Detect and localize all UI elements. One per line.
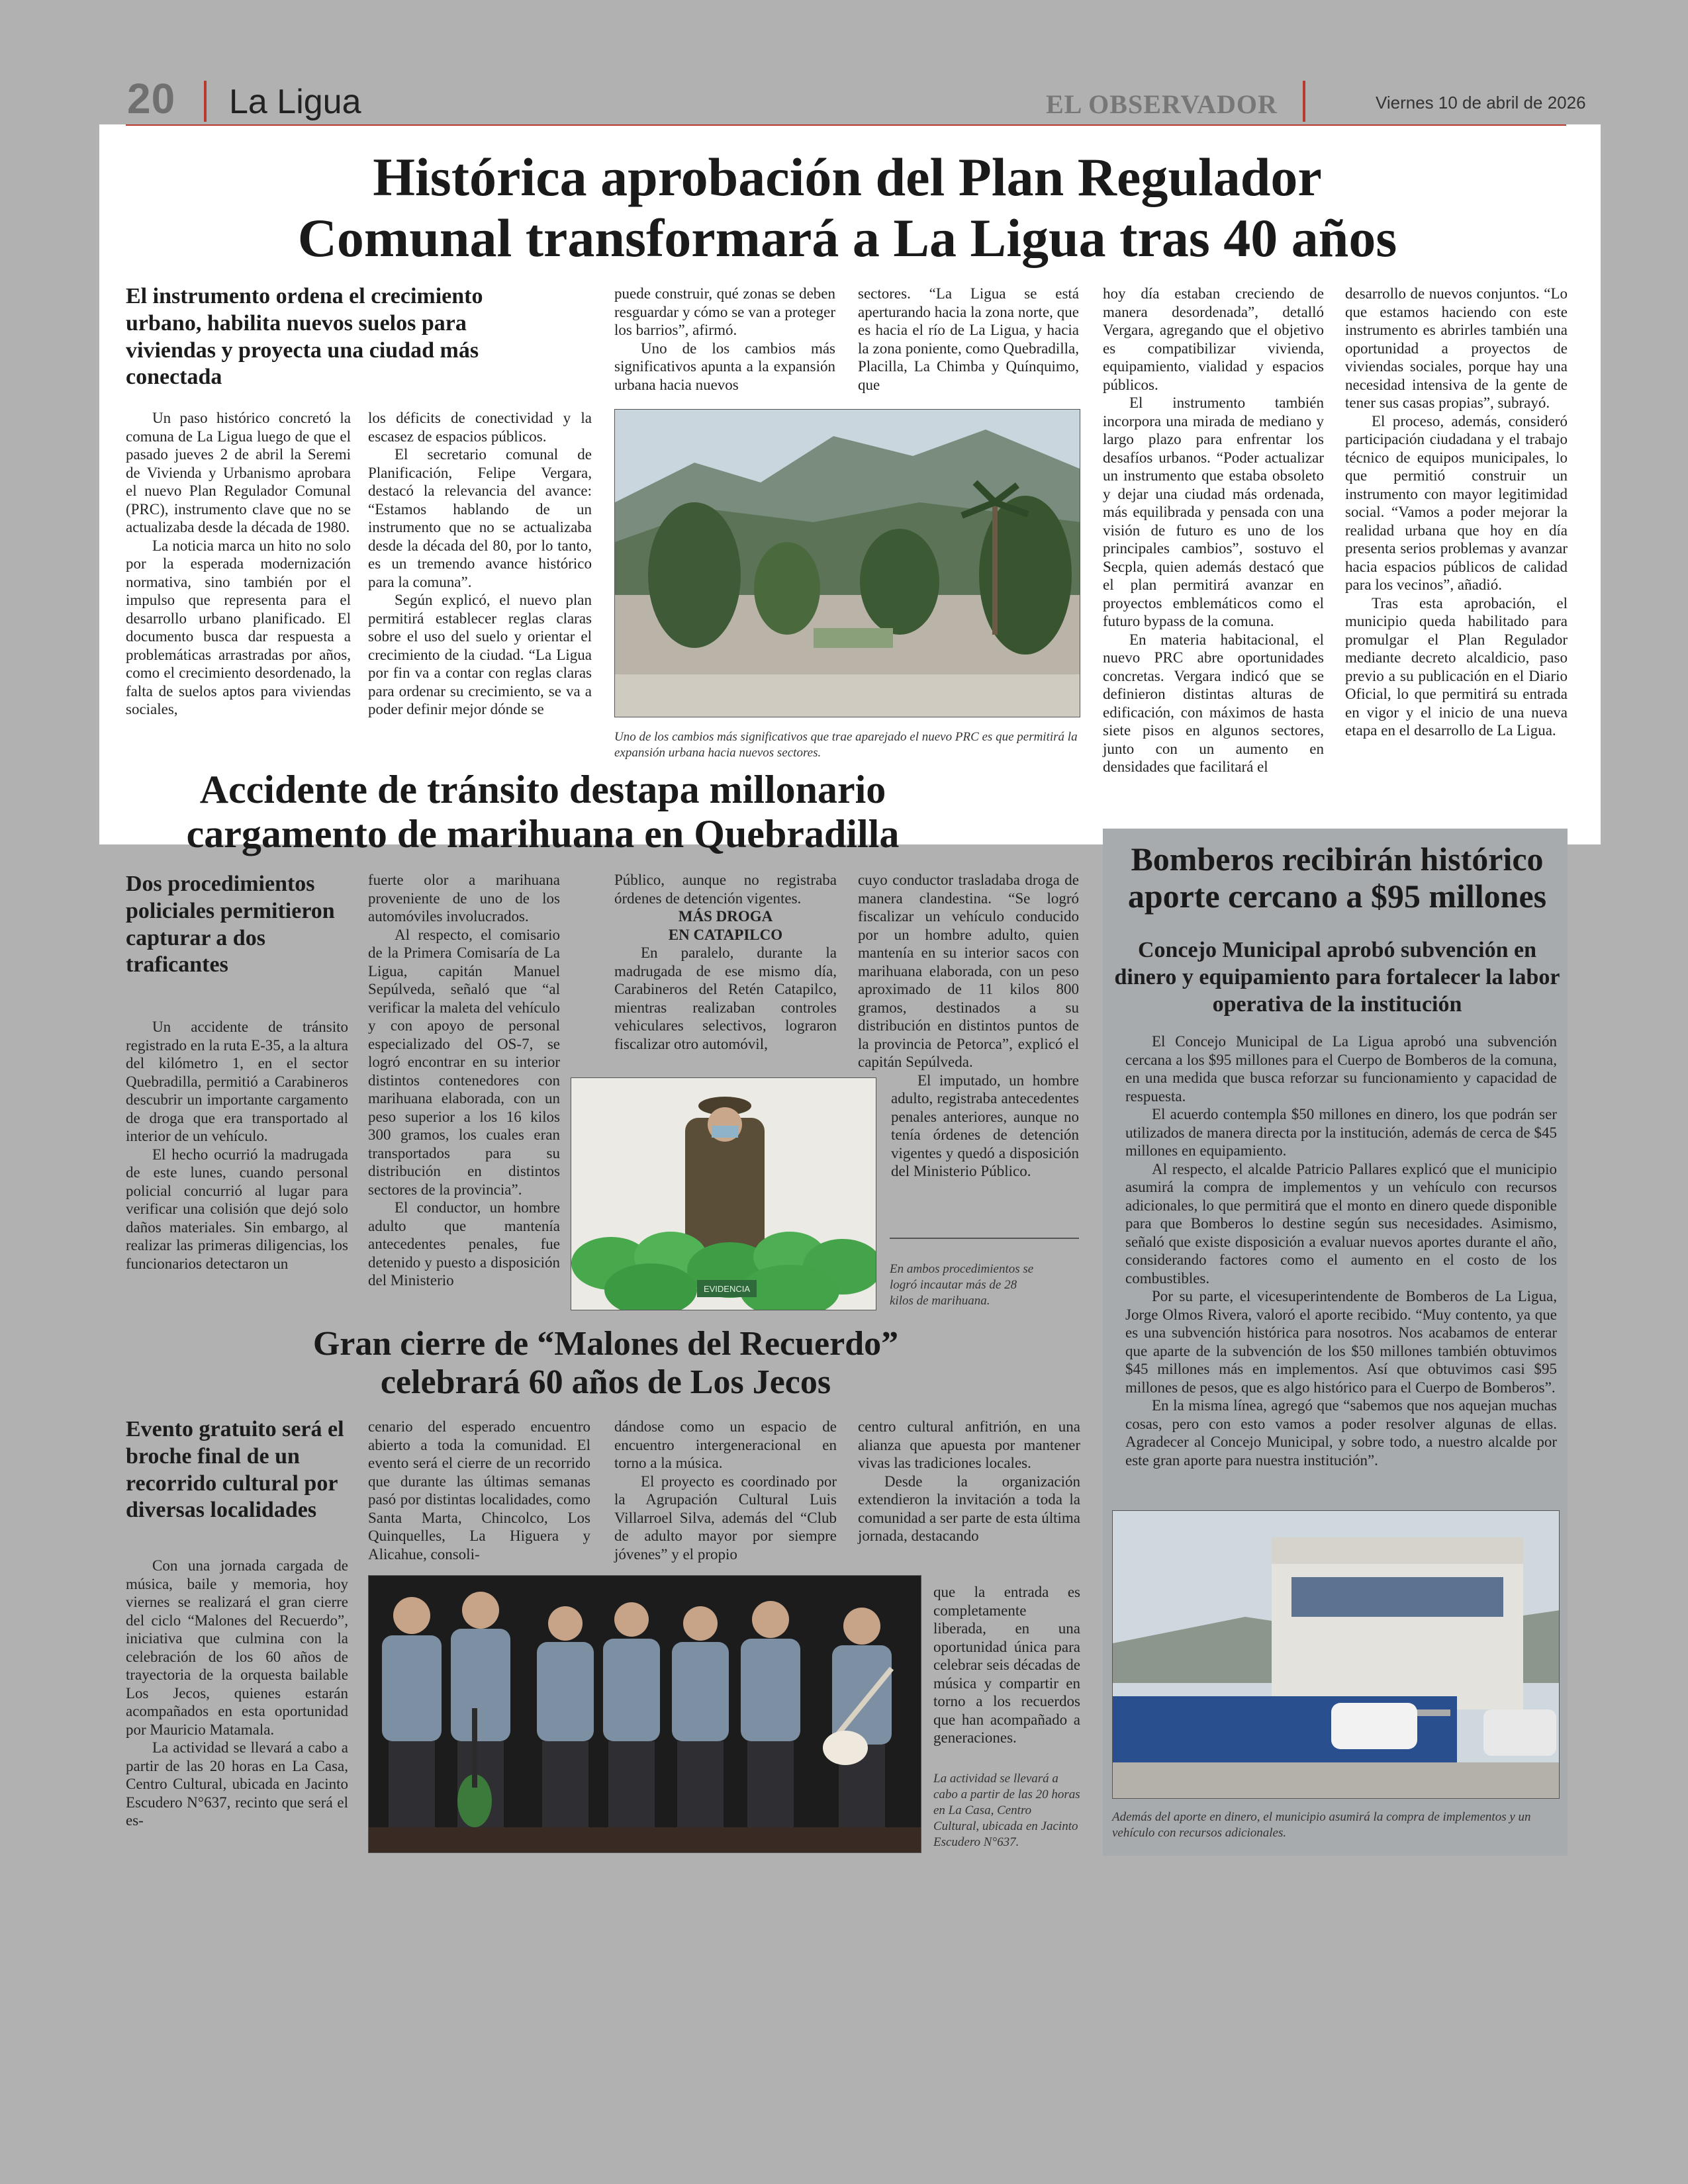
article2-col4 xyxy=(858,871,1079,1181)
paragraph: fuerte olor a marihuana proveniente de uno de los automóviles involucrados. xyxy=(368,872,560,925)
article1-caption: Uno de los cambios más significativos que trae aparejado el nuevo PRC es que permitirá la expansión urbana hacia nuevos sectores. xyxy=(614,730,1078,760)
paragraph: En paralelo, durante la madrugada de ese mismo día, Carabineros del Retén Catapilco, mientras realizaban controles vehiculares selectivos, lograron fiscalizar otro automóvil, xyxy=(614,944,837,1052)
paragraph: El acuerdo contempla $50 millones en dinero, los que podrán ser utilizados de manera directa por la institución, además de cerca de $45 millones en equipamiento. xyxy=(1125,1106,1557,1159)
article2-col1 xyxy=(126,1018,348,1273)
article4-headline-line2: celebrará 60 años de Los Jecos xyxy=(380,1363,831,1402)
paragraph: sectores. “La Ligua se está aperturando hacia la zona norte, que es hacia el río de La Ligua, y hacia la zona poniente, como Quebradilla, Placilla, La Chimba y Quínquimo, que xyxy=(858,285,1079,393)
paragraph: Un paso histórico concretó la comuna de La Ligua luego de que el pasado jueves 2 de abril la Seremi de Vivienda y Urbanismo aprobara el nuevo Plan Regulador Comunal (PRC), instrumento clave que no se actualizaba desde la década de 1980. xyxy=(126,410,351,535)
article4-caption: La actividad se llevará a cabo a partir de las 20 horas en La Casa, Centro Cultural, ubicada en Jacinto Escudero N°637. xyxy=(933,1772,1080,1849)
paragraph: cenario del esperado encuentro abierto a toda la comunidad. El evento será el cierre de un recorrido que durante las últimas semanas pasó por distintas localidades, como Santa Marta, Chincolco, Los Quinquelles, La Higuera y Alicahue, consoli- xyxy=(368,1418,590,1563)
paragraph: El secretario comunal de Planificación, Felipe Vergara, destacó la relevancia del avance: “Estamos hablando de un instrumento que no se actualizaba desde la década del 80, por lo tanto, es un tremendo avance histórico para la comuna”. xyxy=(368,446,592,590)
article1-col4 xyxy=(858,285,1079,394)
article1-col6 xyxy=(1345,285,1568,740)
page-number: 20 xyxy=(127,75,176,122)
paragraph: que la entrada es completamente liberada, en una oportunidad única para celebrar seis décadas de música y compartir en torno a los recuerdos que han acompañado a generaciones. xyxy=(933,1584,1080,1746)
article3-headline-line2: aporte cercano a $95 millones xyxy=(1127,878,1547,915)
fire-station-photo xyxy=(1112,1510,1560,1799)
section-name: La Ligua xyxy=(229,83,361,121)
band-image xyxy=(369,1576,921,1853)
paragraph: Por su parte, el vicesuperintendente de Bomberos de La Ligua, Jorge Olmos Rivera, valoró el aporte recibido. “Muy contento, ya que es una subvención histórica para nosotros. Nos acabamos de enterar que aparte de la subvención de los $50 millones también obtuvimos $45 millones más en implementos. Así que obtuvimos casi $95 millones de pesos, que es algo histórico para el Cuerpo de Bomberos”. xyxy=(1125,1288,1557,1396)
article1-headline-line1: Histórica aprobación del Plan Regulador xyxy=(373,147,1322,207)
article2-kicker: Dos procedimientos policiales permitieron capturar a dos traficantes xyxy=(126,872,335,978)
article2-col3 xyxy=(614,871,837,1053)
fire-station-image xyxy=(1113,1511,1560,1799)
paragraph: Al respecto, el alcalde Patricio Pallares explicó que el municipio asumirá la compra de implementos y un vehículo con recursos adicionales, lo que permitirá que el monto en dinero quede disponible para que Bomberos lo destine según sus necesidades. Asimismo, señaló que existe disposición a evaluar nuevos aportes durante el año, considerando factores como el aumento en el costo de los combustibles. xyxy=(1125,1160,1557,1287)
article4-kicker: Evento gratuito será el broche final de un recorrido cultural por diversas localidades xyxy=(126,1417,344,1523)
paragraph: El proceso, además, consideró participación ciudadana y el trabajo técnico de equipos municipales, lo que permitió construir un instrumento con mayor legitimidad social. “Vamos a poder mejorar la realidad urbana que hoy en día presenta serios problemas y avanzar hacia espacios públicos de calidad para los vecinos”, añadió. xyxy=(1345,412,1568,593)
article1-kicker: El instrumento ordena el crecimiento urbano, habilita nuevos suelos para viviendas y proyecta una ciudad más conectada xyxy=(126,284,483,390)
article1-col3 xyxy=(614,285,835,394)
band-photo xyxy=(368,1575,921,1853)
paragraph: Según explicó, el nuevo plan permitirá establecer reglas claras sobre el uso del suelo y orientar el crecimiento de la ciudad. “La Ligua por fin va a contar con reglas claras para ordenar su crecimiento, se va a poder definir mejor dónde se xyxy=(368,592,592,717)
header-divider xyxy=(204,81,207,122)
paragraph: Con una jornada cargada de música, baile y memoria, hoy viernes se realizará el gran cierre del ciclo “Malones del Recuerdo”, iniciativa que culmina con la celebración de los 60 años de trayectoria de la orquesta bailable Los Jecos, quienes estarán acompañados en esta oportunidad por Mauricio Matamala. xyxy=(126,1557,348,1738)
article4-col1 xyxy=(126,1557,348,1830)
paragraph: hoy día estaban creciendo de manera desordenada”, detalló Vergara, agregando que el objetivo es compatibilizar vivienda, equipamiento, vialidad y espacios públicos. xyxy=(1103,285,1324,393)
article4-headline-line1: Gran cierre de “Malones del Recuerdo” xyxy=(312,1325,899,1363)
paragraph: La noticia marca un hito no solo por la esperada modernización normativa, sino también por el impulso que representa para el desarrollo urbano planificado. El documento busca dar respuesta a problemáticas arrastradas por años, como el crecimiento desordenado, la falta de suelos aptos para viviendas sociales, xyxy=(126,537,351,717)
article2-headline-line1: Accidente de tránsito destapa millonario xyxy=(199,768,886,811)
article1-headline xyxy=(172,147,1523,269)
newspaper-name: EL OBSERVADOR xyxy=(1046,89,1278,119)
paragraph: Desde la organización extendieron la invitación a toda la comunidad a ser parte de esta última jornada, destacando xyxy=(858,1473,1080,1544)
plaza-photo-image xyxy=(615,410,1080,717)
subhead-line2: EN CATAPILCO xyxy=(668,926,783,943)
article1-col2 xyxy=(368,409,592,719)
paragraph: desarrollo de nuevos conjuntos. “Lo que estamos haciendo con este instrumento es abrirles también una oportunidad a proyectos de viviendas sociales, porque hay una necesidad intensiva de la gente de tener sus casas propias”, subrayó. xyxy=(1345,285,1568,411)
plaza-photo xyxy=(614,409,1080,717)
paragraph: centro cultural anfitrión, en una alianza que apuesta por mantener vivas las tradiciones locales. xyxy=(858,1418,1080,1471)
paragraph: los déficits de conectividad y la escasez de espacios públicos. xyxy=(368,410,592,445)
police-seizure-image xyxy=(571,1078,876,1310)
paragraph: Público, aunque no registraba órdenes de detención vigentes. xyxy=(614,872,837,907)
evidence-sign: EVIDENCIA xyxy=(703,1284,751,1294)
paragraph: Tras esta aprobación, el municipio queda habilitado para promulgar el Plan Regulador mediante decreto alcaldicio, paso previo a su publicación en el Diario Oficial, lo que permitirá su entrada en vigor y el inicio de una nueva etapa en el desarrollo de La Ligua. xyxy=(1345,594,1568,739)
paragraph: En la misma línea, agregó que “sabemos que nos aquejan muchas cosas, pero con esto vamos a poder resolver algunas de ellas. Agradecer al Concejo Municipal, y sobre todo, a nuestro alcalde por este gran aporte para nuestra institución”. xyxy=(1125,1397,1557,1469)
paragraph: El instrumento también incorpora una mirada de mediano y largo plazo para enfrentar los desafíos urbanos. “Poder actualizar un instrumento que estaba obsoleto y dejar una ciudad más ordenada, más equilibrada y pensada con una visión de futuro es uno de los principales cambios”, sostuvo el Secpla, quien además destacó que el plan permitirá avanzar en proyectos emblemáticos como el futuro bypass de la comuna. xyxy=(1103,394,1324,629)
article3-headline xyxy=(1112,841,1562,915)
header-divider-right xyxy=(1303,81,1305,122)
paragraph: El hecho ocurrió la madrugada de este lunes, cuando personal policial concurrió al lugar para verificar una colisión que dejó solo daños materiales. Sin embargo, al realizar las primeras diligencias, los funcionarios detectaron un xyxy=(126,1146,348,1272)
article1-col5 xyxy=(1103,285,1324,776)
article2-col2 xyxy=(368,871,560,1290)
paragraph: puede construir, qué zonas se deben resguardar y cómo se van a proteger los barrios”, afirmó. xyxy=(614,285,835,338)
paragraph: El conductor, un hombre adulto que mantenía antecedentes penales, fue detenido y puesto a disposición del Ministerio xyxy=(368,1199,560,1289)
article1-col1 xyxy=(126,409,351,719)
article3-body xyxy=(1125,1032,1557,1469)
article4-headline xyxy=(225,1325,986,1402)
paragraph: Un accidente de tránsito registrado en la ruta E-35, a la altura del kilómetro 1, en el sector Quebradilla, permitió a Carabineros descubrir un importante cargamento de droga que era transportado al interior de un vehículo. xyxy=(126,1019,348,1144)
paragraph: La actividad se llevará a cabo a partir de las 20 horas en La Casa, Centro Cultural, ubicada en Jacinto Escudero N°637, recinto que será el es- xyxy=(126,1739,348,1829)
paragraph: Al respecto, el comisario de la Primera Comisaría de La Ligua, capitán Manuel Sepúlveda, señaló que “al verificar la maleta del vehículo y con apoyo de personal especializado del OS-7, se logró encontrar en su interior distintos contenedores con marihuana elaborada, con un peso superior a los 16 kilos 300 gramos, los cuales eran transportados para su distribución en distintos sectores de la provincia”. xyxy=(368,926,560,1198)
paragraph: En materia habitacional, el nuevo PRC abre oportunidades concretas. Vergara indicó que se definieron distintas alturas de edificación, con máximos de hasta siete pisos en algunos sectores, junto con un aumento en densidades que facilitará el xyxy=(1103,631,1324,775)
paragraph: dándose como un espacio de encuentro intergeneracional en torno a la música. xyxy=(614,1418,837,1471)
article2-headline-line2: cargamento de marihuana en Quebradilla xyxy=(186,812,900,856)
article3-headline-line1: Bomberos recibirán histórico xyxy=(1131,841,1544,878)
paragraph: Uno de los cambios más significativos apunta a la expansión urbana hacia nuevos xyxy=(614,340,835,393)
article3-caption: Además del aporte en dinero, el municipio asumirá la compra de implementos y un vehículo con recursos adicionales. xyxy=(1112,1810,1531,1840)
paragraph: El proyecto es coordinado por la Agrupación Cultural Luis Villarroel Silva, además del “Club de adulto mayor por siempre jóvenes” y el propio xyxy=(614,1473,837,1563)
paragraph: El Concejo Municipal de La Ligua aprobó una subvención cercana a los $95 millones para el Cuerpo de Bomberos de la comuna, en una medida que busca reforzar su funcionamiento y capacidad de respuesta. xyxy=(1125,1033,1557,1105)
header-rule xyxy=(126,124,1566,126)
paragraph: El imputado, un hombre adulto, registraba antecedentes penales anteriores, aunque no tenía órdenes de detención vigentes y quedó a disposición del Ministerio Público. xyxy=(891,1071,1079,1179)
issue-date: Viernes 10 de abril de 2026 xyxy=(1376,93,1586,113)
article2-headline xyxy=(172,768,914,856)
police-seizure-photo xyxy=(571,1077,876,1310)
article2-caption: En ambos procedimientos se logró incautar más de 28 kilos de marihuana. xyxy=(890,1262,1034,1308)
caption-rule xyxy=(890,1238,1079,1239)
article4-col2 xyxy=(368,1418,590,1563)
paragraph: cuyo conductor trasladaba droga de manera clandestina. “Se logró fiscalizar un vehículo conducido por un hombre adulto, quien mantenía en su interior sacos con marihuana elaborada, con un peso aproximado de 11 kilos 800 gramos, destinados a su distribución en distintos puntos de la provincia de Petorca”, explicó el capitán Sepúlveda. xyxy=(858,872,1079,1070)
article4-col3 xyxy=(614,1418,837,1563)
article3-kicker: Concejo Municipal aprobó subvención en dinero y equipamiento para fortalecer la labor operativa de la institución xyxy=(1114,938,1560,1017)
article4-col4b xyxy=(933,1583,1080,1747)
article4-col4a xyxy=(858,1418,1080,1545)
article1-headline-line2: Comunal transformará a La Ligua tras 40 años xyxy=(297,207,1397,268)
subhead-line1: MÁS DROGA xyxy=(678,908,773,925)
